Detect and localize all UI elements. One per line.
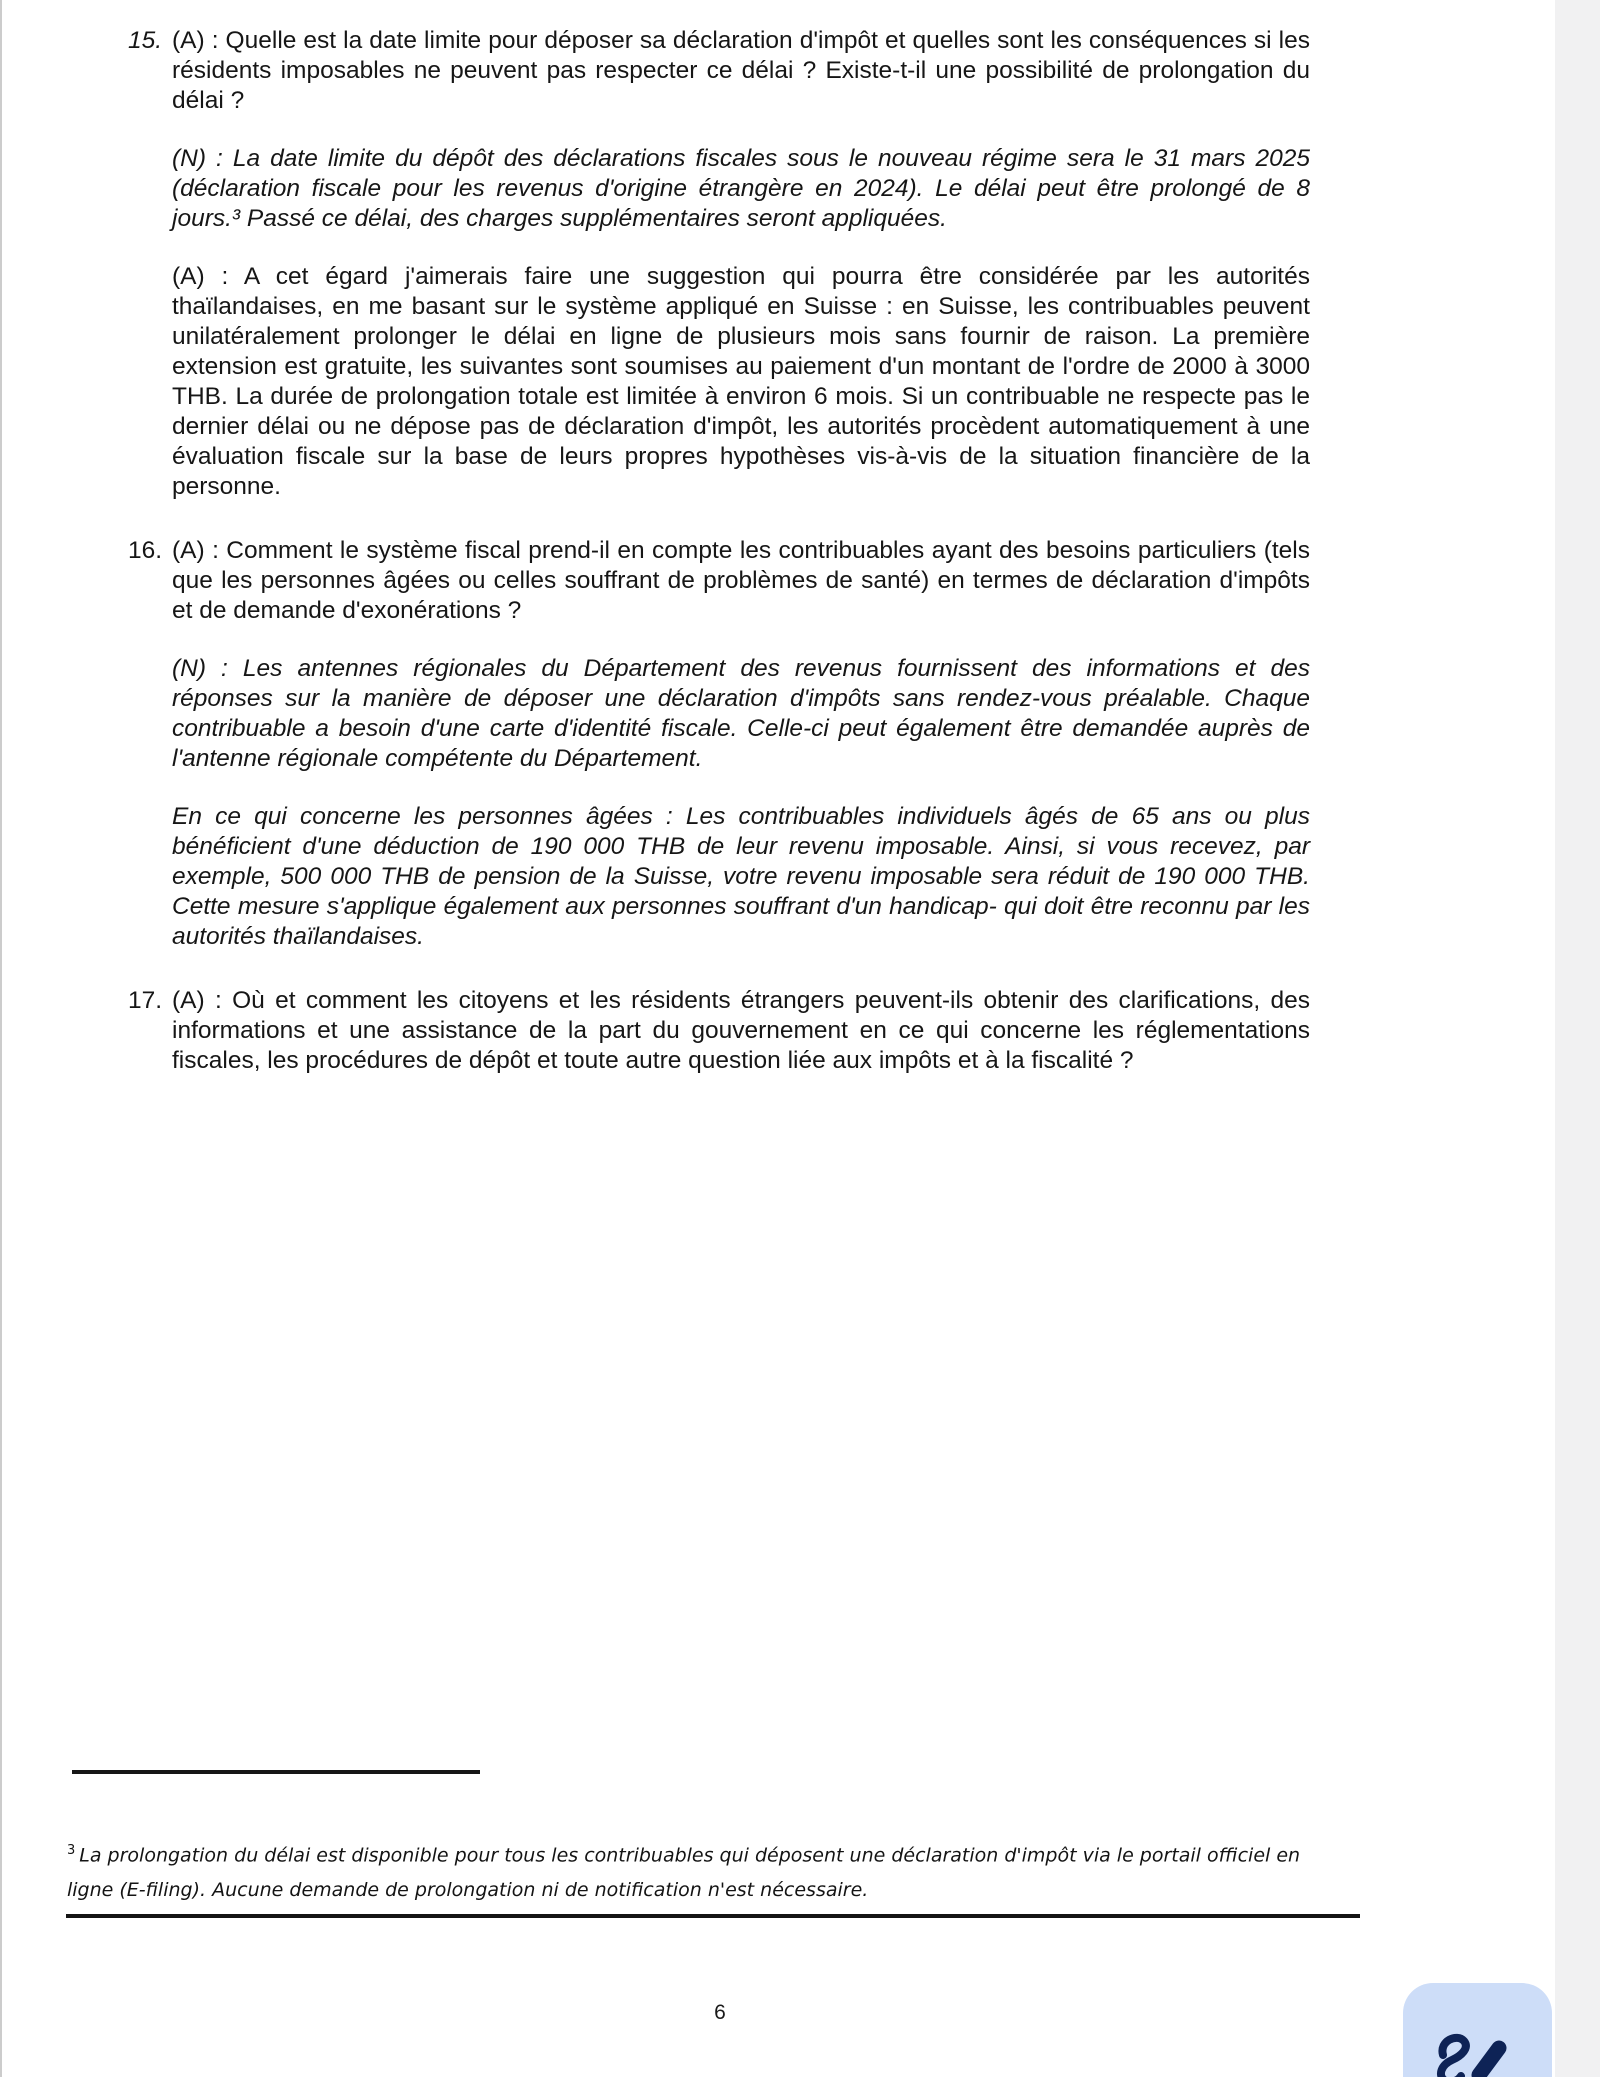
signature-pen-icon: [1431, 2031, 1517, 2077]
footnote-marker: 3: [67, 1843, 76, 1858]
question-number: 15.: [128, 27, 163, 54]
page-left-edge: [0, 0, 2, 2077]
answer-paragraph-a: (A) : A cet égard j'aimerais faire une suggestion qui pourra être considérée par les autorités thaïlandaises, en me basant sur le système appliqué en Suisse : en Suisse, les contribuables peuvent unilatéralement prolonger le délai en ligne de plusieurs mois sans fournir de raison. La première extension est gratuite, les suivantes sont soumises au paiement d'un montant de l'ordre de 2000 à 3000 THB. La durée de prolongation totale est limitée à environ 6 mois. Si un contribuable ne respecte pas le dernier délai ou ne dépose pas de déclaration d'impôt, les autorités procèdent automatiquement à une évaluation fiscale sur la base de leurs propres hypothèses vis-à-vis de la situation financière de la personne.: [172, 263, 1310, 500]
viewer-gutter: [1555, 0, 1600, 2077]
page-number: 6: [714, 2001, 726, 2024]
qa-item-17: [128, 986, 1310, 1076]
question-text: (A) : Quelle est la date limite pour déposer sa déclaration d'impôt et quelles sont les conséquences si les résidents imposables ne peuvent pas respecter ce délai ? Existe-t-il une possibilité de prolongation du délai ?: [172, 27, 1310, 114]
qa-item-15: [128, 26, 1310, 502]
question-17: [128, 986, 1310, 1076]
question-16: [128, 536, 1310, 626]
footnote-text: La prolongation du délai est disponible pour tous les contribuables qui déposent une déclaration d'impôt via le portail officiel en ligne (E-filing). Aucune demande de prolongation ni de notification n'est nécessaire.: [67, 1844, 1301, 1902]
question-text: (A) : Où et comment les citoyens et les résidents étrangers peuvent-ils obtenir des clarifications, des informations et une assistance de la part du gouvernement en ce qui concerne les réglementations fiscales, les procédures de dépôt et toute autre question liée aux impôts et à la fiscalité ?: [172, 987, 1310, 1074]
document-content: [128, 26, 1310, 1076]
question-number: 17.: [128, 987, 163, 1014]
footnote: [67, 1833, 1317, 1908]
answer-paragraph-n: (N) : La date limite du dépôt des déclarations fiscales sous le nouveau régime sera le 31 mars 2025 (déclaration fiscale pour les revenus d'origine étrangère en 2024). Le délai peut être prolongé de 8 jours.³ Passé ce délai, des charges supplémentaires seront appliquées.: [172, 145, 1310, 232]
answer-paragraph-elderly: En ce qui concerne les personnes âgées : Les contribuables individuels âgés de 65 ans ou plus bénéficient d'une déduction de 190 000 THB de leur revenu imposable. Ainsi, si vous recevez, par exemple, 500 000 THB de pension de la Suisse, votre revenu imposable sera réduit de 190 000 THB. Cette mesure s'applique également aux personnes souffrant d'un handicap- qui doit être reconnu par les autorités thaïlandaises.: [172, 803, 1310, 950]
qa-item-16: [128, 536, 1310, 952]
answer-paragraph-n: (N) : Les antennes régionales du Département des revenus fournissent des informations et des réponses sur la manière de déposer une déclaration d'impôts sans rendez-vous préalable. Chaque contribuable a besoin d'une carte d'identité fiscale. Celle-ci peut également être demandée auprès de l'antenne régionale compétente du Département.: [172, 655, 1310, 772]
page-bottom-rule: [66, 1914, 1360, 1918]
footnote-separator-rule: [72, 1770, 480, 1774]
question-number: 16.: [128, 537, 163, 564]
question-15: [128, 26, 1310, 116]
signature-tool-button[interactable]: [1403, 1983, 1552, 2077]
question-text: (A) : Comment le système fiscal prend-il en compte les contribuables ayant des besoins particuliers (tels que les personnes âgées ou celles souffrant de problèmes de santé) en termes de déclaration d'impôts et de demande d'exonérations ?: [172, 537, 1310, 624]
